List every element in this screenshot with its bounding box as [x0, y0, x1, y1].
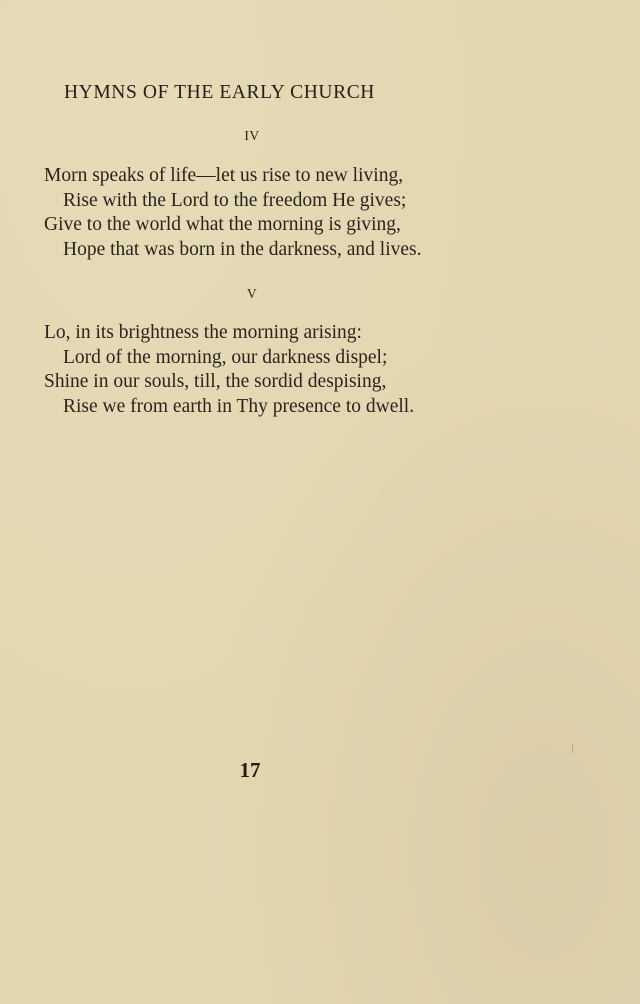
- page-number: 17: [239, 758, 261, 782]
- running-head: HYMNS OF THE EARLY CHURCH: [64, 82, 375, 103]
- stanza-line: Morn speaks of life—let us rise to new living,: [44, 165, 404, 186]
- stanza-line: Shine in our souls, till, the sordid despising,: [44, 371, 387, 392]
- stanza-line: Hope that was born in the darkness, and lives.: [63, 238, 422, 260]
- stanza-iv: [44, 164, 474, 262]
- stanza-v: [44, 321, 474, 419]
- stanza-number-iv: IV: [244, 128, 260, 143]
- stanza-line: Rise we from earth in Thy presence to dwell.: [63, 395, 415, 417]
- stanza-line: Lord of the morning, our darkness dispel;: [63, 346, 388, 368]
- stanza-number-v: V: [246, 286, 258, 301]
- stanza-line: Give to the world what the morning is giving,: [44, 214, 401, 235]
- stanza-line: Lo, in its brightness the morning arising:: [44, 322, 362, 343]
- stanza-line: Rise with the Lord to the freedom He gives;: [63, 189, 407, 211]
- paper-speck: [572, 744, 573, 753]
